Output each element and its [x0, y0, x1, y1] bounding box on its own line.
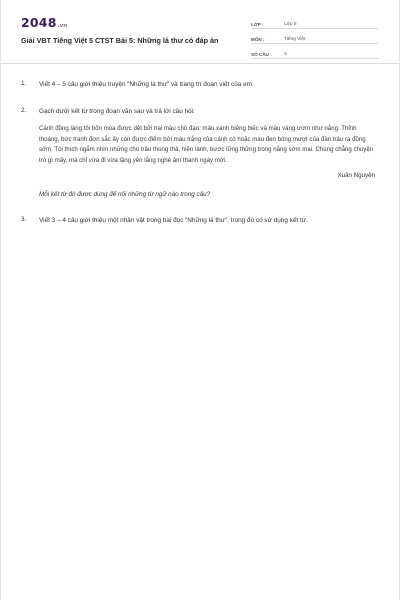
sub-question: Mỗi kết từ đó được dùng để nối những từ ngữ nào trong câu? — [39, 191, 211, 199]
passage-author: Xuân Nguyên — [337, 172, 375, 180]
header-divider — [1, 63, 399, 64]
meta-row-subject — [251, 29, 379, 44]
question-body — [39, 80, 375, 89]
meta-label-class: LỚP : — [251, 22, 264, 27]
question-text: Viết 4 – 5 câu giới thiệu truyện “Những lá thư” và trang trí đoạn viết của em. — [39, 81, 254, 88]
logo-suffix: .vn — [57, 23, 68, 29]
logo-text: 2048 — [21, 15, 57, 30]
question-text: Gạch dưới kết từ trong đoạn văn sau và trả lời câu hỏi: — [39, 108, 195, 115]
question-number: 2. — [21, 107, 27, 114]
meta-value-class: Lớp 5 — [284, 22, 297, 27]
document-meta — [251, 14, 379, 59]
meta-label-subject: MÔN : — [251, 37, 265, 42]
meta-row-question-count — [251, 44, 379, 59]
document-header — [1, 0, 399, 62]
questions-list — [21, 80, 375, 243]
meta-label-question-count: SỐ CÂU : — [251, 52, 272, 57]
question-number: 1. — [21, 80, 27, 87]
meta-value-question-count: 3 — [284, 52, 287, 57]
document-title: Giải VBT Tiếng Việt 5 CTST Bài 5: Những lá thư có đáp án — [21, 36, 219, 45]
question-2 — [21, 107, 375, 198]
question-1 — [21, 80, 375, 89]
question-body — [39, 216, 375, 225]
meta-row-class — [251, 14, 379, 29]
question-body — [39, 107, 375, 198]
question-number: 3. — [21, 216, 27, 224]
reading-passage: Cánh đồng làng tôi bốn mùa được dệt bởi hai màu chủ đạo: màu xanh biêng biếc và màu vàng ươm như nắng. Thỉnh thoảng, bức tranh đơn sắc ấy còn được điểm bởi màu trắng của cánh cò hoặc màu đen bóng mượt của đàn trâu ra đồng sớm. Tôi thích ngắm nhìn những chú trâu thong thả, hiền lành, bước lững thững trong nắng sớm mai. Chúng chẳng chuyện trò gì mấy, mà chỉ vừa đi vừa lặng yên lắng nghe âm thanh ngày mới. — [39, 125, 374, 164]
question-3 — [21, 216, 375, 225]
site-logo[interactable] — [21, 15, 67, 30]
question-text: Viết 3 – 4 câu giới thiệu một nhân vật trong bài đọc “Những lá thư”, trong đó có sử dụng kết từ. — [39, 217, 308, 225]
meta-value-subject: Tiếng Việt — [284, 37, 306, 42]
